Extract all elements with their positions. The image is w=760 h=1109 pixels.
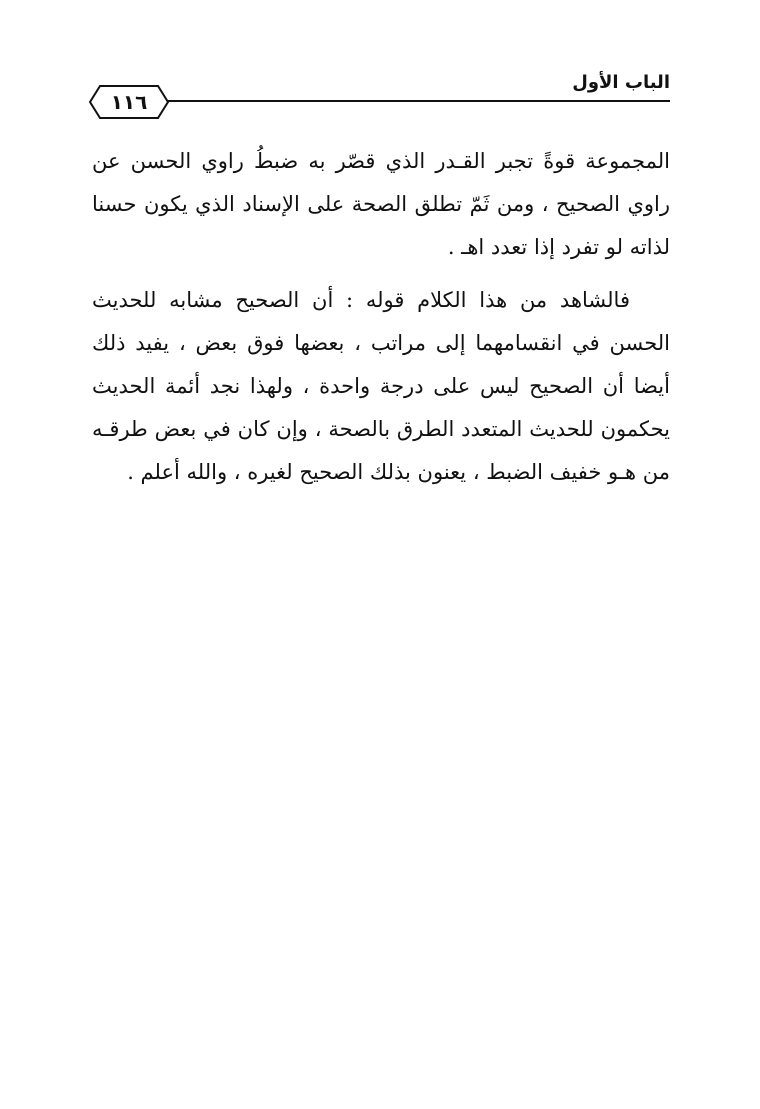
header-rule — [128, 100, 670, 102]
running-title: الباب الأول — [566, 72, 670, 93]
page-header — [88, 72, 670, 126]
paragraph-1: المجموعة قوةً تجبر القـدر الذي قصّر به ضبطُ راوي الحسن عن راوي الصحيح ، ومن ثَمّ تطلق الصحة على الإسناد الذي يكون حسنا لذاته لو تفرد إذا تعدد اهـ . — [92, 149, 670, 259]
page-number-badge — [88, 84, 170, 120]
page-number: ١١٦ — [110, 90, 148, 114]
paragraph-2: فالشاهد من هذا الكلام قوله : أن الصحيح مشابه للحديث الحسن في انقسامهما إلى مراتب ، بعضها فوق بعض ، يفيد ذلك أيضا أن الصحيح ليس على درجة واحدة ، ولهذا نجد أئمة الحديث يحكمون للحديث المتعدد الطرق بالصحة ، وإن كان في بعض طرقـه من هـو خفيف الضبط ، يعنون بذلك الصحيح لغيره ، والله أعلم . — [92, 288, 670, 484]
page-body — [92, 140, 670, 494]
